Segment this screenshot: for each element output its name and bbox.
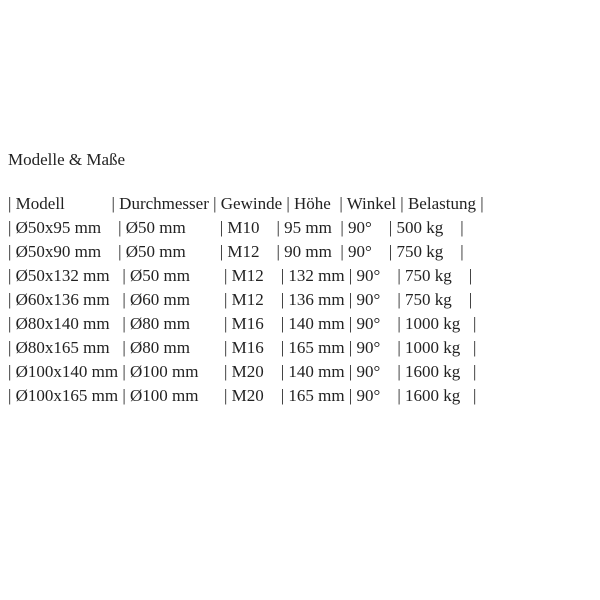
table-row-line: | Ø60x136 mm | Ø60 mm | M12 | 136 mm | 90° | 750 kg | [8, 290, 473, 309]
specs-plain-text-table [8, 192, 598, 408]
table-row-line: | Ø100x140 mm | Ø100 mm | M20 | 140 mm | 90° | 1600 kg | [8, 362, 477, 381]
table-row-line: | Ø80x165 mm | Ø80 mm | M16 | 165 mm | 90° | 1000 kg | [8, 338, 477, 357]
table-header-line: | Modell | Durchmesser | Gewinde | Höhe | Winkel | Belastung | [8, 194, 484, 213]
document-body [8, 148, 598, 408]
table-row-line: | Ø80x140 mm | Ø80 mm | M16 | 140 mm | 90° | 1000 kg | [8, 314, 477, 333]
table-row-line: | Ø100x165 mm | Ø100 mm | M20 | 165 mm | 90° | 1600 kg | [8, 386, 477, 405]
table-row-line: | Ø50x132 mm | Ø50 mm | M12 | 132 mm | 90° | 750 kg | [8, 266, 473, 285]
table-row-line: | Ø50x95 mm | Ø50 mm | M10 | 95 mm | 90° | 500 kg | [8, 218, 464, 237]
document-title: Modelle & Maße [8, 150, 126, 169]
table-row-line: | Ø50x90 mm | Ø50 mm | M12 | 90 mm | 90° | 750 kg | [8, 242, 464, 261]
